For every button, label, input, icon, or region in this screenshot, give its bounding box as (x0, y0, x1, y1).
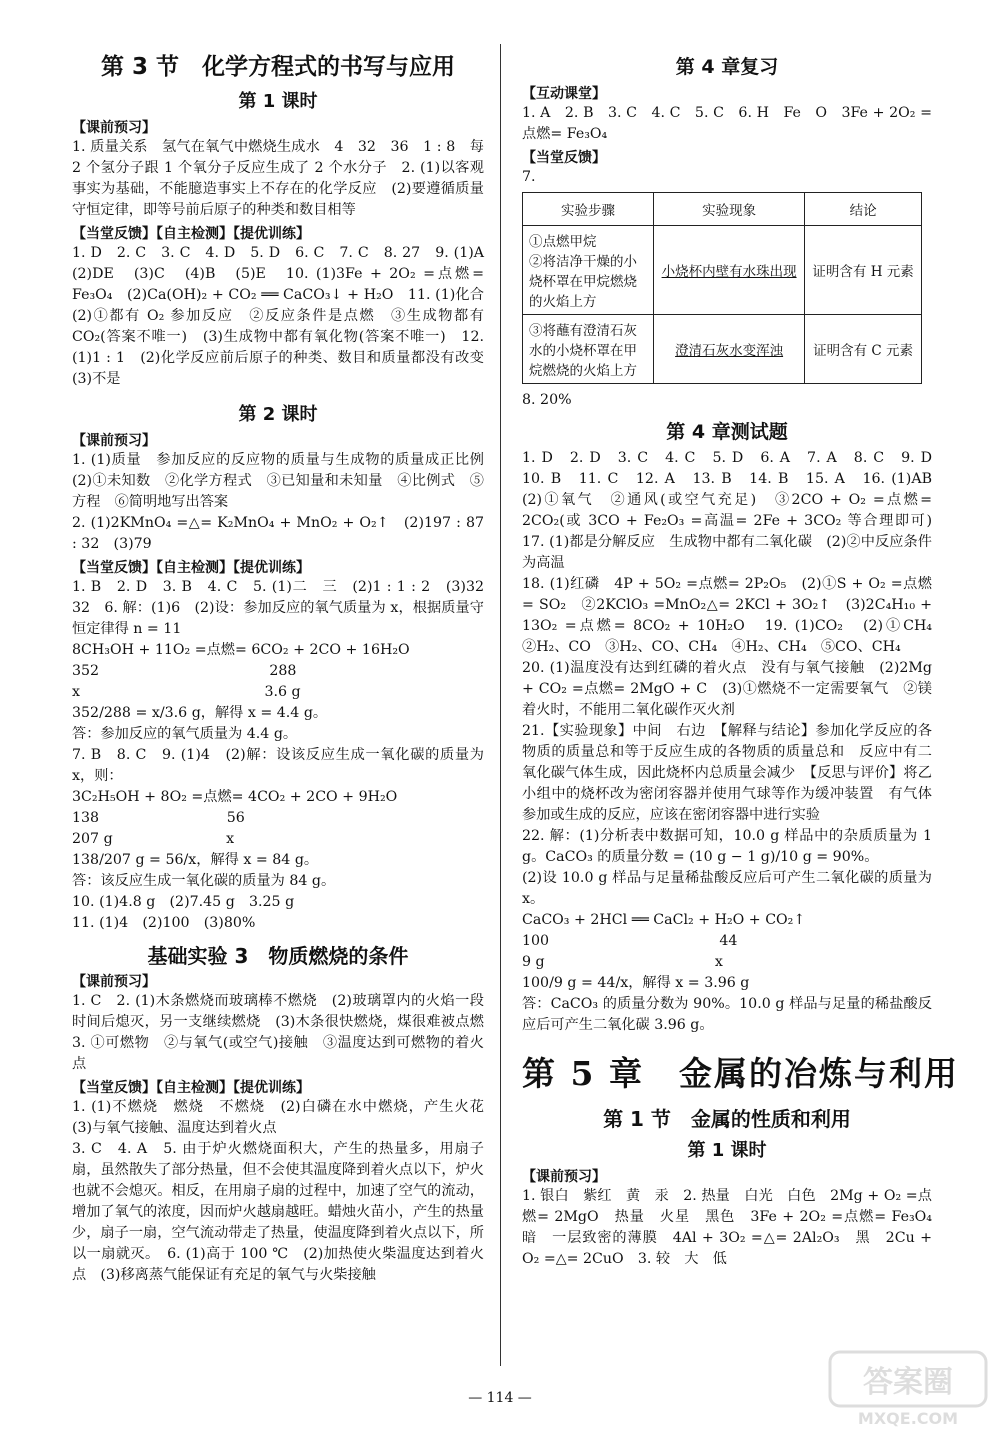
answer-paragraph: 21.【实验现象】中间 右边 【解释与结论】参加化学反应的各物质的质量总和等于反应生成的各物质的质量总和 反应中有二氧化碳气体生成，因此烧杯内总质量会减少 【反思与评价】将乙小组中的烧杯改为密闭容器并使用气球等作为缓冲装置 有气体参加或生成的反应，应该在密闭容器中进行实验 (522, 723, 932, 823)
answer-paragraph: 2. (1)2KMnO₄ =△= K₂MnO₄ + MnO₂ + O₂↑ (2)197 : 87 : 32 (3)79 (72, 515, 484, 552)
column-divider (500, 44, 501, 1366)
tag-preview: 【课前预习】 (522, 1169, 606, 1185)
answer-paragraph: 1. B 2. D 3. B 4. C 5. (1)二 三 (2)1 : 1 : 2 (3)32 32 6. 解：(1)6 (2)设：参加反应的氧气质量为 x，根据质量守恒定律得 n = 11 (72, 579, 499, 637)
equation-ratio: 100/9 g = 44/x，解得 x = 3.96 g (522, 975, 750, 991)
answer-paragraph: 22. 解：(1)分析表中数据可知，10.0 g 样品中的杂质质量为 1 g。CaCO₃ 的质量分数 = (10 g − 1 g)/10 g = 90%。 (522, 828, 932, 865)
tag-preview: 【课前预习】 (72, 433, 156, 449)
left-column (72, 48, 499, 1286)
watermark-logo (828, 1350, 988, 1428)
table-header-cell: 实验现象 (654, 193, 805, 226)
equation-mass-line: 138 56 (72, 810, 245, 826)
table-cell: 证明含有 H 元素 (805, 226, 922, 315)
test-title: 第 4 章测试题 (666, 421, 788, 443)
answer-paragraph: (2)设 10.0 g 样品与足量稀盐酸反应后可产生二氧化碳的质量为 x。 (522, 870, 932, 907)
equation-unknown-line: x 3.6 g (72, 684, 301, 700)
equation-unknown-line: 9 g x (522, 954, 723, 970)
svg-text:MXQE.COM: MXQE.COM (857, 1409, 959, 1428)
table-row (523, 315, 922, 384)
answer-paragraph: 1. 银白 紫红 黄 汞 2. 热量 白光 白色 2Mg + O₂ =点燃= 2MgO 热量 火星 黑色 3Fe + 2O₂ =点燃= Fe₃O₄ 暗 一层致密的薄膜 4Al + 3O₂ =△= 2Al₂O₃ 黑 2Cu + O₂ =△= 2CuO 3. 较 大 低 (522, 1188, 947, 1267)
tag-preview: 【课前预习】 (72, 120, 156, 136)
tag-feedback: 【当堂反馈】【自主检测】【提优训练】 (72, 1080, 310, 1096)
answer-paragraph: 1. D 2. D 3. C 4. C 5. D 6. A 7. A 8. C 9. D 10. B 11. C 12. A 13. B 14. B 15. A 16. (1)AB (2)①氧气 ②通风(或空气充足) ③2CO + O₂ =点燃= 2CO₂(或 3CO + Fe₂O₃ =高温= 2Fe + 3CO₂ 等合理即可) 17. (1)都是分解反应 生成物中都有二氧化碳 (2)②中反应条件为高温 (522, 450, 947, 571)
answer-paragraph: 1. D 2. C 3. C 4. D 5. D 6. C 7. C 8. 27 9. (1)A (2)DE (3)C (4)B (5)E 10. (1)3Fe + 2O₂ =点燃= Fe₃O₄ (2)Ca(OH)₂ + CO₂ ══ CaCO₃↓ + H₂O 11. (1)化合 (2)①都有 O₂ 参加反应 ②反应条件是点燃 ③生成物都有 CO₂(答案不唯一) (3)生成物中都有氧化物(答案不唯一) 12. (1)1 : 1 (2)化学反应前后原子的种类、数目和质量都没有改变 (3)不是 (72, 245, 499, 387)
equation: 8CH₃OH + 11O₂ =点燃= 6CO₂ + 2CO + 16H₂O (72, 642, 410, 658)
equation-mass-line: 100 44 (522, 933, 738, 949)
review-title: 第 4 章复习 (675, 56, 779, 78)
question-number: 7. (522, 169, 536, 185)
table-cell: ①点燃甲烷 ②将洁净干燥的小烧杯罩在甲烷燃烧的火焰上方 (523, 226, 654, 315)
lesson-title: 第 1 课时 (687, 1140, 767, 1161)
table-cell: 小烧杯内壁有水珠出现 (654, 226, 805, 315)
right-column (522, 48, 959, 1270)
table-cell: 澄清石灰水变浑浊 (654, 315, 805, 384)
answer-paragraph: 8. 20% (522, 392, 572, 408)
experiment-table (522, 192, 922, 384)
answer-paragraph: 1. 质量关系 氢气在氧气中燃烧生成水 4 32 36 1 : 8 每 2 个氢分子跟 1 个氧分子反应生成了 2 个水分子 2. (1)以客观事实为基础，不能臆造事实上不存在的化学反应 (2)要遵循质量守恒定律，即等号前后原子的种类和数目相等 (72, 139, 484, 218)
tag-preview: 【课前预习】 (72, 974, 156, 990)
answer-line: 答：CaCO₃ 的质量分数为 90%。10.0 g 样品与足量的稀盐酸反应后可产生二氧化碳 3.96 g。 (522, 996, 932, 1033)
answer-paragraph: 20. (1)温度没有达到红磷的着火点 没有与氧气接触 (2)2Mg + CO₂ =点燃= 2MgO + C (3)①燃烧不一定需要氧气 ②镁着火时，不能用二氧化碳作灭火剂 (522, 660, 932, 718)
experiment-title: 基础实验 3 物质燃烧的条件 (147, 944, 409, 968)
table-cell: ③将蘸有澄清石灰水的小烧杯罩在甲烷燃烧的火焰上方 (523, 315, 654, 384)
section-title: 第 3 节 化学方程式的书写与应用 (100, 54, 456, 80)
tag-feedback: 【当堂反馈】 (522, 150, 606, 166)
answer-line: 答：参加反应的氧气质量为 4.4 g。 (72, 726, 298, 742)
answer-paragraph: 1. C 2. (1)木条燃烧而玻璃棒不燃烧 (2)玻璃罩内的火焰一段时间后熄灭，另一支继续燃烧 (3)木条很快燃烧，煤很难被点燃 3. ①可燃物 ②与氧气(或空气)接触 ③温度达到可燃物的着火点 (72, 993, 499, 1072)
table-header-row (523, 193, 922, 226)
answer-paragraph: 7. B 8. C 9. (1)4 (2)解：设该反应生成一氧化碳的质量为 x，则： (72, 747, 484, 784)
answer-line: 答：该反应生成一氧化碳的质量为 84 g。 (72, 873, 336, 889)
answer-paragraph: 10. (1)4.8 g (2)7.45 g 3.25 g (72, 894, 295, 910)
equation: CaCO₃ + 2HCl ══ CaCl₂ + H₂O + CO₂↑ (522, 912, 806, 928)
section-title: 第 1 节 金属的性质和利用 (603, 1107, 851, 1131)
table-header-cell: 实验步骤 (523, 193, 654, 226)
answer-paragraph: 3. C 4. A 5. 由于炉火燃烧面积大，产生的热量多，用扇子扇，虽然散失了部分热量，但不会使其温度降到着火点以下，炉火也就不会熄灭。相反，在用扇子扇的过程中，加速了空气的流动，增加了氧气的浓度，因而炉火越扇越旺。蜡烛火苗小，产生的热量少，扇子一扇，空气流动带走了热量，使温度降到着火点以下，所以一扇就灭。 6. (1)高于 100 ℃ (2)加热使火柴温度达到着火点 (3)移离蒸气能保证有充足的氧气与火柴接触 (72, 1141, 484, 1283)
tag-feedback: 【当堂反馈】【自主检测】【提优训练】 (72, 226, 310, 242)
equation-ratio: 352/288 = x/3.6 g，解得 x = 4.4 g。 (72, 705, 328, 721)
chapter-title: 第 5 章 金属的冶炼与利用 (522, 1054, 959, 1093)
equation: 3C₂H₅OH + 8O₂ =点燃= 4CO₂ + 2CO + 9H₂O (72, 789, 398, 805)
table-header-cell: 结论 (805, 193, 922, 226)
answer-paragraph: 11. (1)4 (2)100 (3)80% (72, 915, 256, 931)
svg-text:答案圈: 答案圈 (863, 1365, 953, 1400)
tag-interactive: 【互动课堂】 (522, 86, 606, 102)
table-cell: 证明含有 C 元素 (805, 315, 922, 384)
answer-paragraph: 1. (1)质量 参加反应的反应物的质量与生成物的质量成正比例 (2)①未知数 ②化学方程式 ③已知量和未知量 ④比例式 ⑤方程 ⑥简明地写出答案 (72, 452, 499, 510)
equation-mass-line: 352 288 (72, 663, 297, 679)
answer-paragraph: 1. A 2. B 3. C 4. C 5. C 6. H Fe O 3Fe + 2O₂ =点燃= Fe₃O₄ (522, 105, 932, 142)
lesson-title: 第 2 课时 (238, 404, 318, 425)
lesson-title: 第 1 课时 (238, 91, 318, 112)
answer-paragraph: 18. (1)红磷 4P + 5O₂ =点燃= 2P₂O₅ (2)①S + O₂ =点燃= SO₂ ②2KClO₃ =MnO₂△= 2KCl + 3O₂↑ (3)2C₄H₁₀ + 13O₂ =点燃= 8CO₂ + 10H₂O 19. (1)CO₂ (2)①CH₄ ②H₂、CO ③H₂、CO、CH₄ ④H₂、CH₄ ⑤CO、CH₄ (522, 576, 947, 655)
equation-unknown-line: 207 g x (72, 831, 235, 847)
page-number: — 114 — (468, 1390, 532, 1406)
equation-ratio: 138/207 g = 56/x，解得 x = 84 g。 (72, 852, 319, 868)
answer-paragraph: 1. (1)不燃烧 燃烧 不燃烧 (2)白磷在水中燃烧，产生火花 (3)与氧气接触、温度达到着火点 (72, 1099, 499, 1136)
table-row (523, 226, 922, 315)
tag-feedback: 【当堂反馈】【自主检测】【提优训练】 (72, 560, 310, 576)
